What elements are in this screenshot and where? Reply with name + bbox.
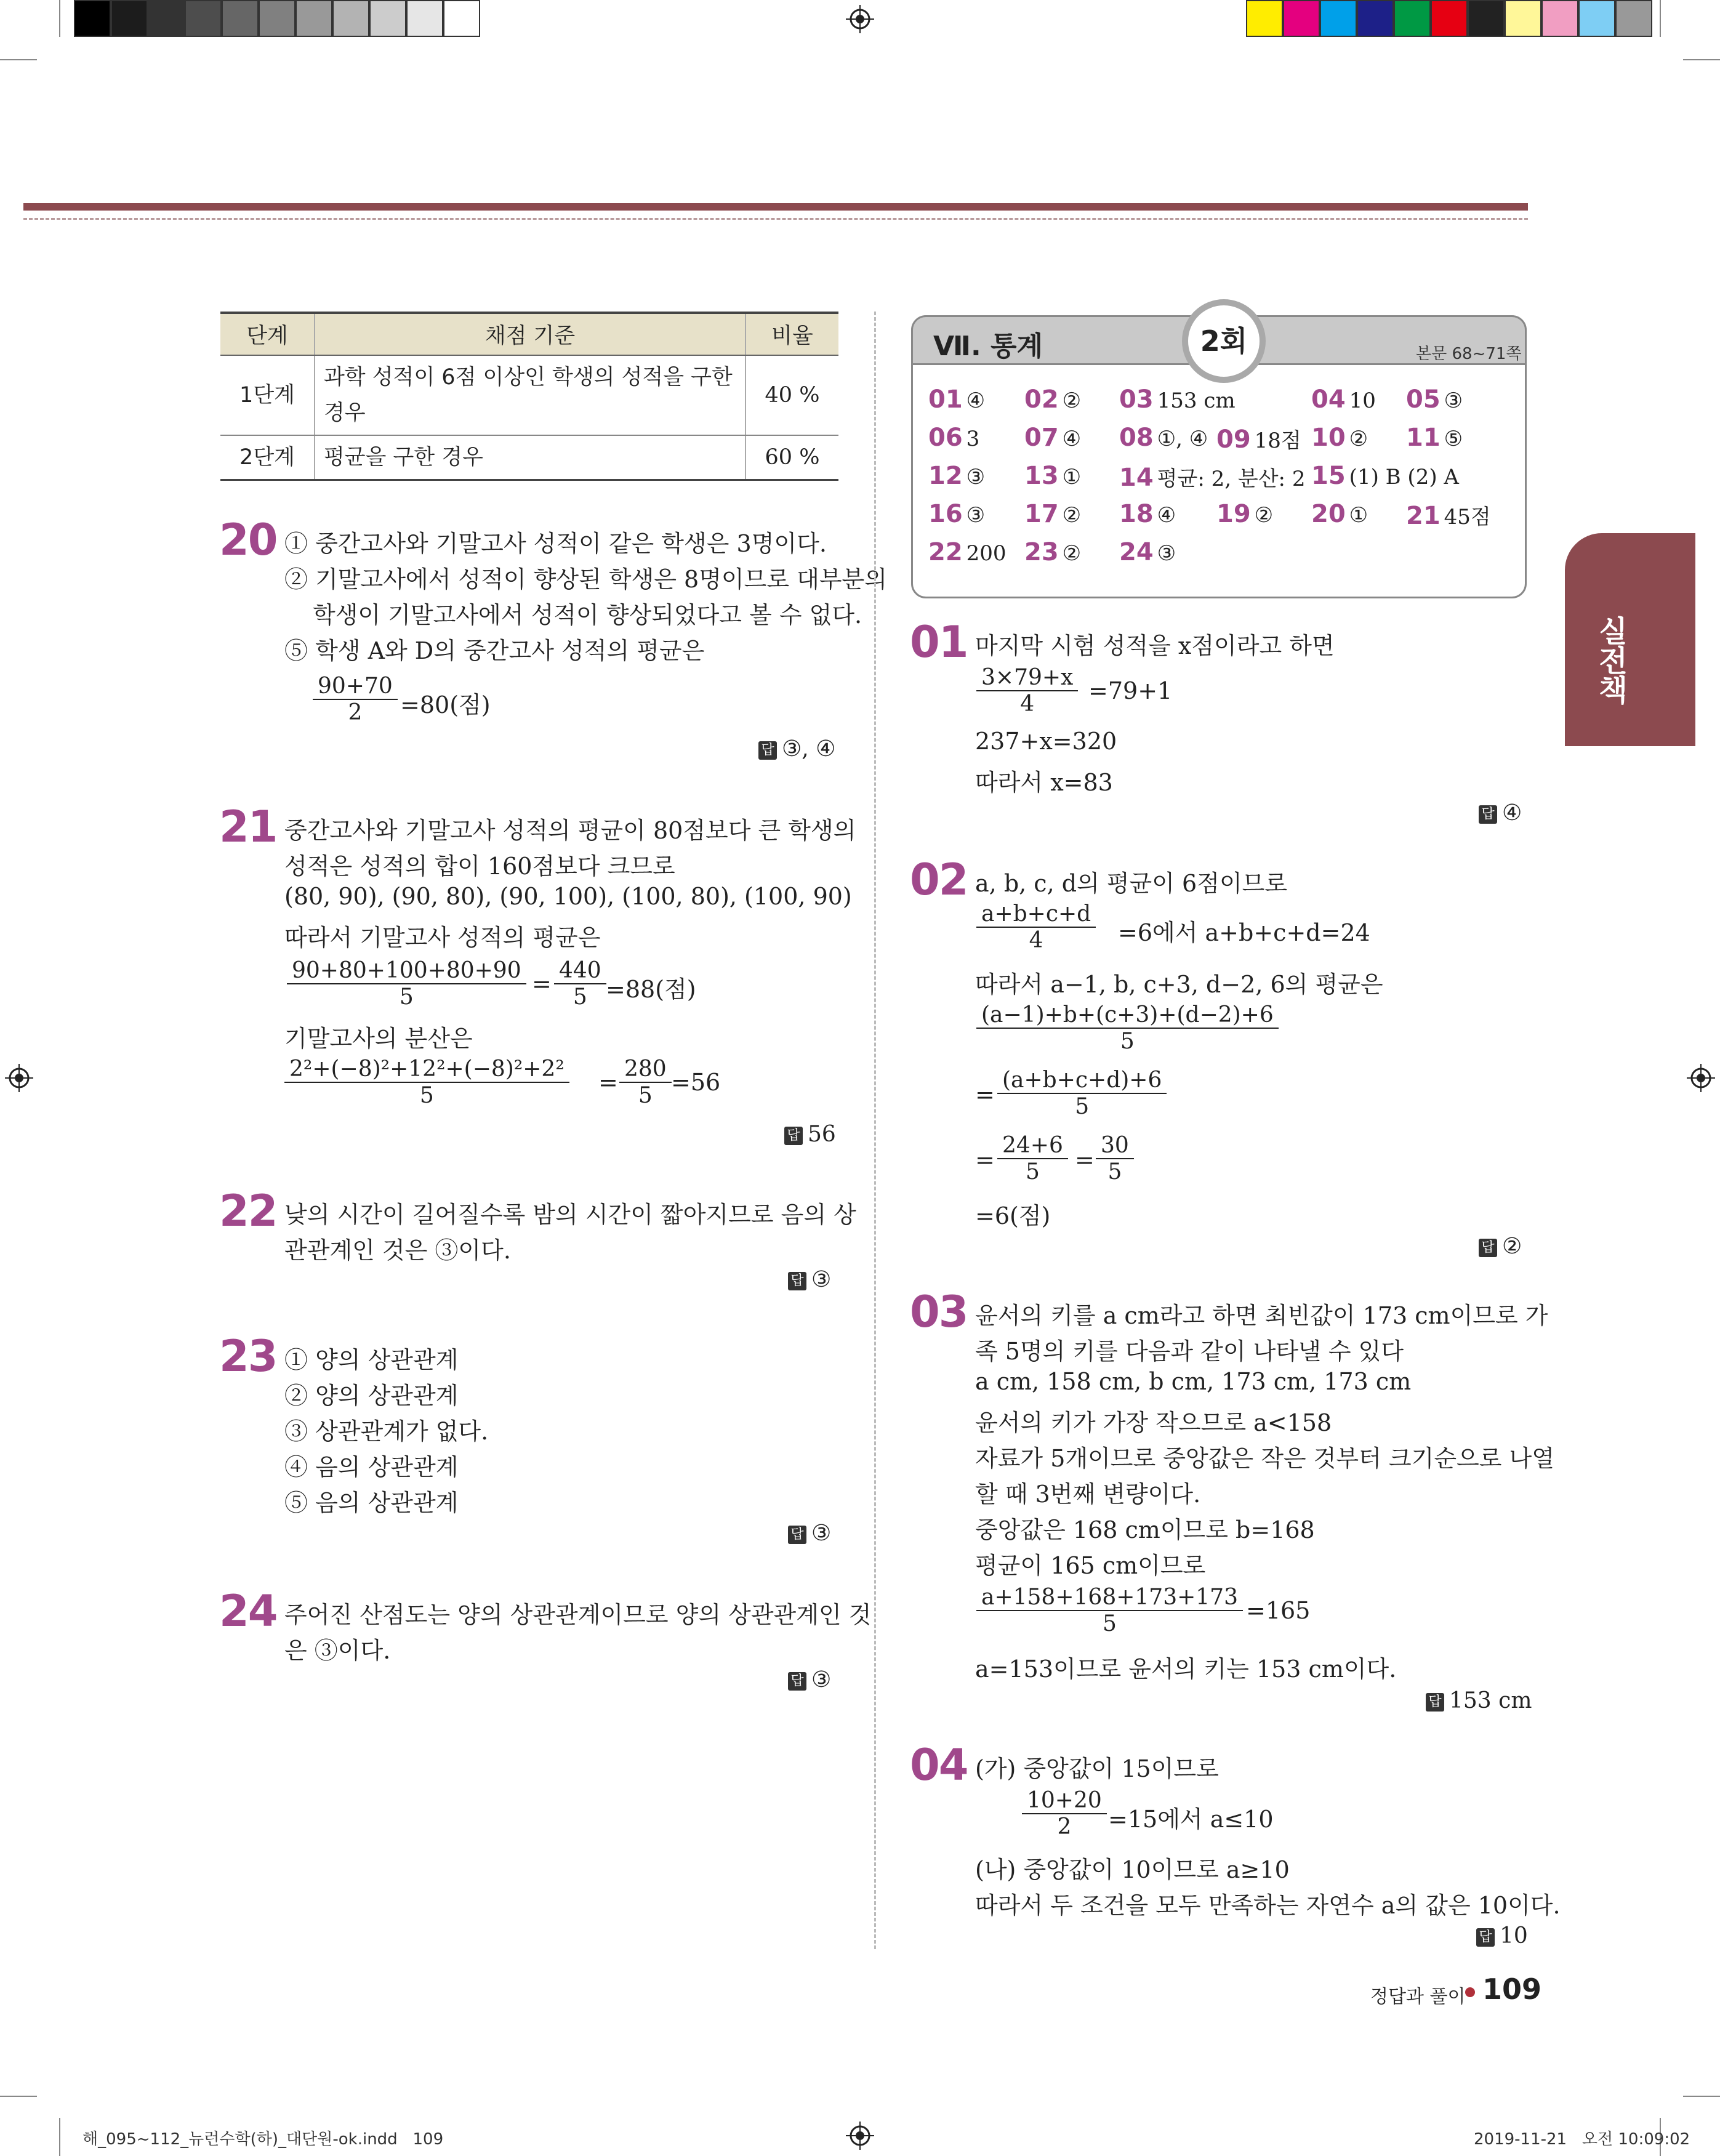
solution-text: 윤서의 키를 a cm라고 하면 최빈값이 173 cm이므로 가 [975, 1302, 1548, 1329]
answer-key-item [1119, 385, 1236, 414]
header-dashed-line [23, 218, 1528, 220]
bullet-icon [1465, 1987, 1475, 1997]
equation-text: = [532, 970, 552, 997]
fraction-denominator: 5 [1025, 1159, 1040, 1185]
solution-text: 학생이 기말고사에서 성적이 향상되었다고 볼 수 없다. [313, 601, 862, 629]
answer-key-value: 3 [966, 427, 980, 451]
fraction [997, 1068, 1167, 1119]
crop-mark [1683, 59, 1720, 60]
equation-text: =15에서 a≤10 [1108, 1806, 1274, 1833]
fraction-numerator: (a−1)+b+(c+3)+(d−2)+6 [976, 1002, 1279, 1029]
answer-key-item [1311, 385, 1376, 414]
solution-text: 따라서 x=83 [975, 769, 1113, 796]
answer-key-number: 23 [1024, 538, 1059, 566]
answer-mark [758, 736, 835, 762]
crop-mark [0, 2096, 37, 2097]
answer-value: ③ [811, 1267, 832, 1292]
side-tab-label: 실전책 [1593, 616, 1628, 704]
answer-mark [788, 1667, 831, 1692]
crop-mark [1683, 2096, 1720, 2097]
answer-key-value: ④ [1157, 503, 1176, 528]
solution-text: 237+x=320 [975, 728, 1117, 755]
crop-mark [0, 59, 37, 60]
answer-key-value: 153 cm [1157, 388, 1236, 413]
fraction [976, 901, 1096, 953]
fraction [619, 1056, 672, 1108]
answer-key-item [1119, 462, 1305, 492]
fraction [287, 958, 526, 1010]
answer-key-value: ② [1254, 503, 1274, 528]
answer-key-number: 01 [928, 385, 963, 414]
solution-text: 중앙값은 168 cm이므로 b=168 [975, 1516, 1315, 1543]
answer-key-item [1406, 500, 1491, 530]
problem-number: 03 [910, 1287, 968, 1337]
fraction-numerator: a+b+c+d [976, 901, 1096, 928]
equation-text: =80(점) [400, 691, 491, 718]
answer-key-value: ② [1062, 541, 1082, 566]
solution-text: 평균이 165 cm이므로 [975, 1552, 1206, 1579]
answer-key-item [1024, 538, 1081, 566]
answer-key-value: 10 [1349, 388, 1376, 413]
fraction [976, 665, 1078, 717]
answer-mark [1426, 1688, 1532, 1713]
solution-text: ④ 음의 상관관계 [284, 1454, 459, 1481]
answer-icon: 답 [1426, 1693, 1444, 1712]
answer-key-number: 09 [1216, 425, 1251, 454]
table-header: 비율 [745, 313, 838, 355]
answer-key-item [1406, 424, 1463, 452]
answer-key-number: 21 [1406, 502, 1441, 530]
answer-key-number: 13 [1024, 462, 1059, 490]
equation-text: =88(점) [606, 976, 696, 1003]
chapter-title: Ⅶ. 통계 [933, 331, 1043, 362]
problem-number: 02 [910, 855, 968, 905]
solution-text: 중간고사와 기말고사 성적의 평균이 80점보다 큰 학생의 [284, 817, 856, 844]
solution-text: 따라서 기말고사 성적의 평균은 [284, 924, 601, 951]
fraction-numerator: 90+70 [313, 674, 398, 700]
column-divider [874, 312, 876, 1949]
table-cell: 평균을 구한 경우 [315, 435, 745, 480]
table-cell: 40 % [745, 355, 838, 435]
solution-text: ⑤ 음의 상관관계 [284, 1489, 459, 1516]
answer-key-number: 02 [1024, 385, 1059, 414]
solution-text: (가) 중앙값이 15이므로 [975, 1755, 1219, 1782]
answer-key-item [928, 385, 985, 414]
solution-text: 따라서 두 조건을 모두 만족하는 자연수 a의 값은 10이다. [975, 1892, 1561, 1919]
answer-key-value: ③ [966, 465, 986, 489]
table-row [220, 435, 838, 480]
problem-number: 22 [219, 1186, 277, 1236]
answer-value: ② [1502, 1234, 1522, 1259]
answer-key-item [1216, 424, 1301, 454]
header-bar [23, 203, 1528, 211]
answer-mark [1479, 800, 1522, 826]
table-cell: 1단계 [220, 355, 315, 435]
solution-text: 마지막 시험 성적을 x점이라고 하면 [975, 632, 1335, 659]
fraction-denominator: 4 [1029, 928, 1043, 953]
solution-text: 은 ③이다. [284, 1637, 391, 1664]
fraction [976, 1585, 1243, 1636]
solution-text: 낮의 시간이 길어질수록 밤의 시간이 짧아지므로 음의 상 [284, 1201, 856, 1228]
answer-icon: 답 [788, 1672, 806, 1691]
answer-key-value: ③ [1444, 388, 1463, 413]
fraction-denominator: 5 [419, 1083, 434, 1108]
equation-text: = [975, 1146, 995, 1173]
answer-key-number: 03 [1119, 385, 1154, 414]
footer-label: 정답과 풀이 [1370, 1986, 1466, 2008]
answer-key-item [928, 424, 979, 452]
page-number: 109 [1482, 1973, 1542, 2006]
answer-value: 56 [808, 1122, 836, 1147]
answer-key-value: ② [1062, 388, 1082, 413]
answer-mark [1479, 1234, 1522, 1259]
answer-key-number: 19 [1216, 500, 1251, 528]
answer-key-number: 16 [928, 500, 963, 528]
equation-text: = [1075, 1146, 1095, 1173]
answer-key-number: 14 [1119, 464, 1154, 492]
equation-text: =79+1 [1088, 677, 1173, 704]
fraction-numerator: 280 [619, 1056, 672, 1083]
answer-key-item [928, 500, 985, 528]
solution-text: 따라서 a−1, b, c+3, d−2, 6의 평균은 [975, 971, 1383, 998]
fraction-denominator: 5 [1107, 1159, 1122, 1185]
answer-key-number: 12 [928, 462, 963, 490]
equation-text: =165 [1246, 1597, 1311, 1624]
answer-key-item [928, 538, 1007, 566]
answer-key-number: 15 [1311, 462, 1346, 490]
solution-text: =6(점) [975, 1202, 1051, 1229]
answer-key-number: 05 [1406, 385, 1441, 414]
answer-key-item [1311, 462, 1459, 490]
fraction-numerator: (a+b+c+d)+6 [997, 1068, 1167, 1094]
solution-text: ① 중간고사와 기말고사 성적이 같은 학생은 3명이다. [284, 530, 827, 557]
answer-key-number: 24 [1119, 538, 1154, 566]
answer-key-value: ④ [966, 388, 986, 413]
answer-icon: 답 [1479, 805, 1497, 824]
registration-mark-icon [5, 1064, 33, 1092]
solution-text: ② 기말고사에서 성적이 향상된 학생은 8명이므로 대부분의 [284, 566, 887, 593]
answer-key-number: 17 [1024, 500, 1059, 528]
equation-text: =56 [671, 1069, 721, 1096]
answer-key-value: 평균: 2, 분산: 2 [1157, 467, 1306, 491]
problem-number: 24 [219, 1586, 277, 1636]
table-row [220, 355, 838, 435]
answer-key-value: ③ [966, 503, 986, 528]
fraction-numerator: 10+20 [1022, 1788, 1107, 1814]
registration-mark-icon [846, 2122, 874, 2150]
answer-key-value: ① [1062, 465, 1082, 489]
solution-text: ③ 상관관계가 없다. [284, 1418, 489, 1445]
table-header: 채점 기준 [315, 313, 745, 355]
solution-text: ① 양의 상관관계 [284, 1346, 459, 1374]
answer-key-value: ② [1349, 427, 1368, 451]
answer-value: ③, ④ [782, 736, 836, 762]
fraction-denominator: 2 [1057, 1814, 1072, 1840]
answer-key-value: ③ [1157, 541, 1176, 566]
solution-text: 주어진 산점도는 양의 상관관계이므로 양의 상관관계인 것 [284, 1601, 872, 1628]
solution-text: 할 때 3번째 변량이다. [975, 1481, 1201, 1508]
answer-icon: 답 [784, 1127, 803, 1145]
answer-key-value: 200 [966, 541, 1007, 566]
answer-key-value: ①, ④ [1157, 427, 1208, 451]
fraction-numerator: 90+80+100+80+90 [287, 958, 526, 984]
fraction [997, 1133, 1068, 1185]
problem-number: 23 [219, 1331, 277, 1382]
answer-key-number: 22 [928, 538, 963, 566]
answer-key-number: 04 [1311, 385, 1346, 414]
page-reference: 본문 68~71쪽 [1416, 345, 1522, 363]
criteria-text: 과학 성적이 6점 이상인 학생의 성적을 구한 [324, 365, 733, 390]
answer-key-item [1119, 500, 1176, 528]
fraction-denominator: 5 [1103, 1611, 1117, 1636]
crop-mark [59, 0, 60, 37]
fraction-denominator: 5 [573, 984, 587, 1010]
file-slug: 해_095~112_뉴런수학(하)_대단원-ok.indd 109 [82, 2130, 444, 2149]
answer-key-item [1406, 385, 1463, 414]
answer-key-item [1311, 424, 1368, 452]
answer-key-value: ② [1062, 503, 1082, 528]
answer-key-value: ① [1349, 503, 1368, 528]
answer-key-item [1119, 538, 1176, 566]
fraction-numerator: a+158+168+173+173 [976, 1585, 1243, 1611]
answer-key-item [1024, 500, 1081, 528]
criteria-text: 경우 [324, 401, 366, 425]
answer-key-number: 08 [1119, 424, 1154, 452]
fraction-numerator: 2²+(−8)²+12²+(−8)²+2² [284, 1056, 569, 1083]
solution-text: a=153이므로 윤서의 키는 153 cm이다. [975, 1655, 1397, 1683]
problem-number: 21 [219, 802, 277, 852]
answer-key-value: 45점 [1444, 505, 1491, 529]
answer-value: 153 cm [1449, 1688, 1532, 1713]
answer-key-item [1119, 424, 1208, 452]
answer-icon: 답 [788, 1526, 806, 1544]
fraction-denominator: 5 [638, 1083, 653, 1108]
answer-key-number: 10 [1311, 424, 1346, 452]
fraction-numerator: 30 [1096, 1133, 1134, 1159]
answer-mark [788, 1267, 831, 1292]
answer-key-item [1024, 424, 1081, 452]
answer-mark [788, 1521, 831, 1546]
answer-value: ③ [811, 1667, 832, 1692]
solution-text: 성적은 성적의 합이 160점보다 크므로 [284, 853, 675, 880]
answer-key-value: ④ [1062, 427, 1082, 451]
answer-mark [1476, 1923, 1528, 1949]
fraction-numerator: 3×79+x [976, 665, 1078, 691]
round-label: 2회 [1200, 324, 1248, 358]
fraction [1022, 1788, 1107, 1840]
fraction-denominator: 5 [1075, 1094, 1090, 1119]
crop-mark [59, 2118, 60, 2156]
answer-key-number: 18 [1119, 500, 1154, 528]
problem-number: 20 [219, 515, 277, 565]
registration-mark-icon [846, 5, 874, 33]
equation-text: =6에서 a+b+c+d=24 [1118, 919, 1370, 946]
solution-text: 관관계인 것은 ③이다. [284, 1237, 511, 1264]
solution-text: ⑤ 학생 A와 D의 중간고사 성적의 평균은 [284, 637, 705, 664]
solution-text: 기말고사의 분산은 [284, 1025, 473, 1052]
answer-key-value: ⑤ [1444, 427, 1463, 451]
answer-key-item [1024, 462, 1081, 490]
answer-icon: 답 [1476, 1928, 1495, 1947]
answer-key-value: 18점 [1254, 428, 1301, 453]
answer-value: 10 [1500, 1923, 1528, 1949]
table-cell [315, 355, 745, 435]
table-header: 단계 [220, 313, 315, 355]
fraction-numerator: 24+6 [997, 1133, 1068, 1159]
fraction [554, 958, 606, 1010]
table-cell: 60 % [745, 435, 838, 480]
problem-number: 01 [910, 617, 968, 667]
answer-icon: 답 [788, 1272, 806, 1290]
fraction [1096, 1133, 1134, 1185]
fraction-denominator: 2 [348, 700, 363, 725]
fraction-denominator: 5 [399, 984, 414, 1010]
table-cell: 2단계 [220, 435, 315, 480]
answer-mark [784, 1122, 836, 1147]
answer-key-item [928, 462, 985, 490]
answer-key-item [1216, 500, 1273, 528]
scoring-table [220, 312, 838, 481]
answer-key-number: 06 [928, 424, 963, 452]
answer-key-number: 07 [1024, 424, 1059, 452]
solution-text: a cm, 158 cm, b cm, 173 cm, 173 cm [975, 1368, 1412, 1395]
fraction [313, 674, 398, 725]
answer-key-item [1311, 500, 1368, 528]
print-date: 2019-11-21 오전 10:09:02 [1474, 2130, 1690, 2149]
answer-key-number: 11 [1406, 424, 1441, 452]
solution-text: ② 양의 상관관계 [284, 1382, 459, 1409]
answer-icon: 답 [758, 741, 777, 760]
equation-text: = [975, 1081, 995, 1108]
answer-icon: 답 [1479, 1239, 1497, 1257]
registration-mark-icon [1687, 1064, 1715, 1092]
answer-value: ④ [1502, 800, 1522, 826]
answer-key-number: 20 [1311, 500, 1346, 528]
problem-number: 04 [910, 1740, 968, 1790]
fraction-numerator: 440 [554, 958, 606, 984]
solution-text: 족 5명의 키를 다음과 같이 나타낼 수 있다 [975, 1338, 1404, 1365]
solution-text: 윤서의 키가 가장 작으므로 a<158 [975, 1409, 1332, 1436]
equation-text: = [598, 1069, 618, 1096]
fraction [976, 1002, 1279, 1054]
crop-mark [1660, 0, 1661, 37]
answer-value: ③ [811, 1521, 832, 1546]
answer-key-value: (1) B (2) A [1349, 465, 1459, 489]
fraction-denominator: 5 [1120, 1029, 1135, 1054]
fraction-denominator: 4 [1020, 691, 1035, 717]
answer-key-item [1024, 385, 1081, 414]
solution-text: (80, 90), (90, 80), (90, 100), (100, 80), (100, 90) [284, 883, 852, 910]
solution-text: (나) 중앙값이 10이므로 a≥10 [975, 1856, 1290, 1883]
fraction [284, 1056, 569, 1108]
solution-text: 자료가 5개이므로 중앙값은 작은 것부터 크기순으로 나열 [975, 1445, 1554, 1472]
solution-text: a, b, c, d의 평균이 6점이므로 [975, 870, 1288, 897]
